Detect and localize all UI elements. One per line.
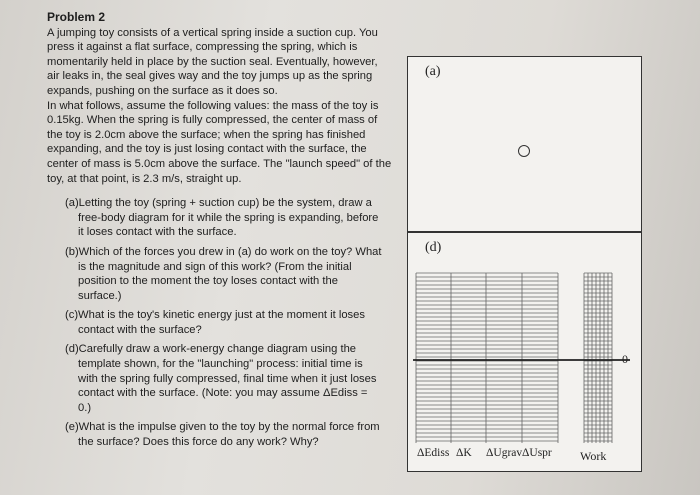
free-body-diagram-box [407, 56, 642, 232]
problem-values: In what follows, assume the following values: the mass of the toy is 0.15kg. When the spring is fully compressed, the center of mass of the toy is 2.0cm above the surface; when the spring has finished expanding, and the toy is just losing contact with the surface, the center of mass is 5.0cm above the surface. The "launch speed" of the toy, at that point, is 2.3 m/s, straight up. [47, 99, 392, 185]
part-a: (a)Letting the toy (spring + suction cup) be the system, draw a free-body diagram for it while the spring is expanding, before it loses contact with the surface. [65, 197, 379, 239]
work-energy-grid [408, 233, 641, 471]
question-parts [47, 196, 383, 450]
zero-label: 0 [622, 352, 628, 366]
panel-a-label: (a) [425, 64, 441, 79]
part-c: (c)What is the toy's kinetic energy just at the moment it loses contact with the surface? [65, 309, 365, 336]
problem-text [47, 10, 392, 455]
toy-point-icon [518, 145, 530, 157]
delta-e-diss-label: ΔEdiss [417, 447, 450, 459]
work-label: Work [580, 449, 607, 463]
part-d: (d)Carefully draw a work-energy change diagram using the template shown, for the "launching" process: initial time is with the spring fully compressed, final time when it just loses contact with the surface. (Note: you may assume ΔEdiss = 0.) [65, 343, 377, 414]
panel-d-label: (d) [425, 240, 442, 255]
part-e: (e)What is the impulse given to the toy by the normal force from the surface? Does this force do any work? Why? [65, 421, 380, 449]
delta-u-spr-label: ΔUspr [522, 447, 552, 459]
problem-intro: A jumping toy consists of a vertical spring inside a suction cup. You press it against a flat surface, compressing the spring, which is momentarily held in place by the suction seal. Eventually, however, air leaks in, the seal gives way and the toy jumps up as the spring expands, pushing on the surface as it does so. [47, 26, 378, 97]
work-energy-diagram-box [407, 232, 642, 472]
delta-k-label: ΔK [456, 447, 472, 459]
part-b: (b)Which of the forces you drew in (a) do work on the toy? What is the magnitude and sign of this work? (From the initial position to the moment the toy loses contact with the surface.) [65, 245, 382, 302]
problem-title: Problem 2 [47, 10, 106, 24]
delta-u-grav-label: ΔUgrav [486, 447, 523, 459]
